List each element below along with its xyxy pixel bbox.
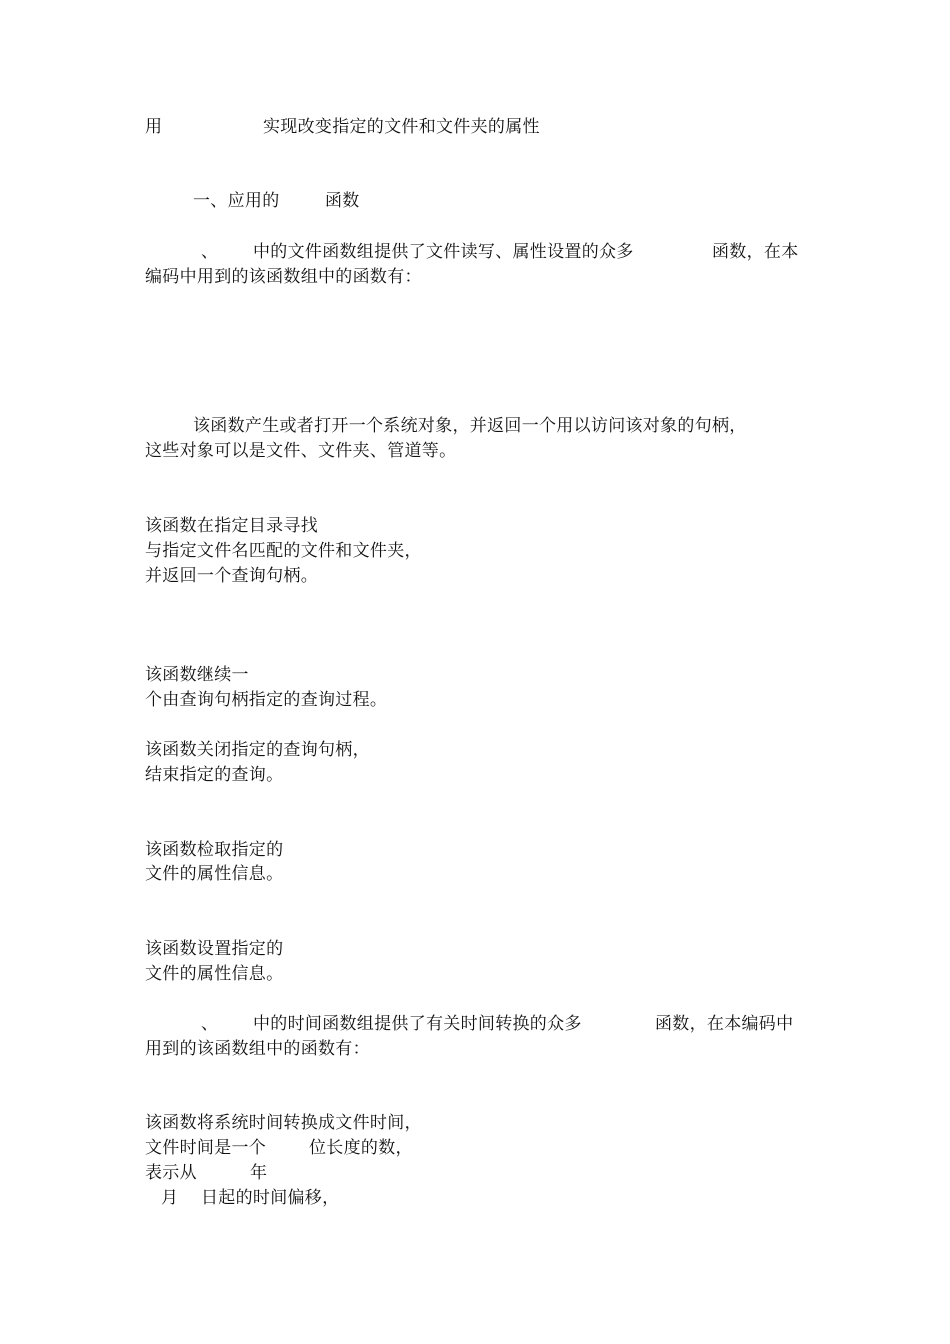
createfile-desc-line1: 该函数产生或者打开一个系统对象，并返回一个用以访问该对象的句柄， bbox=[193, 416, 747, 436]
setattr-desc-line1: 该函数设置指定的 bbox=[145, 939, 284, 959]
filetime-desc-line4a: 月 bbox=[161, 1188, 179, 1208]
section-heading-part2: 函数 bbox=[325, 191, 360, 211]
findnext-desc-line2: 个由查询句柄指定的查询过程。 bbox=[145, 690, 388, 710]
para1-number: 、 bbox=[201, 242, 219, 262]
para2-text-b: 函数，在本编码中 bbox=[655, 1014, 794, 1034]
document-title: 实现改变指定的文件和文件夹的属性 bbox=[263, 117, 540, 137]
para2-number: 、 bbox=[201, 1014, 219, 1034]
setattr-desc-line2: 文件的属性信息。 bbox=[145, 964, 284, 984]
filetime-desc-line1: 该函数将系统时间转换成文件时间， bbox=[145, 1113, 422, 1133]
para2-text-a: 中的时间函数组提供了有关时间转换的众多 bbox=[253, 1014, 582, 1034]
para1-line2: 编码中用到的该函数组中的函数有： bbox=[145, 267, 422, 287]
section-heading-part1: 一、应用的 bbox=[193, 191, 280, 211]
para1-text-a: 中的文件函数组提供了文件读写、属性设置的众多 bbox=[253, 242, 634, 262]
getattr-desc-line2: 文件的属性信息。 bbox=[145, 864, 284, 884]
findfirst-desc-line3: 并返回一个查询句柄。 bbox=[145, 566, 318, 586]
title-prefix: 用 bbox=[145, 117, 163, 137]
para2-line2: 用到的该函数组中的函数有： bbox=[145, 1039, 370, 1059]
para1-text-b: 函数，在本 bbox=[712, 242, 799, 262]
getattr-desc-line1: 该函数检取指定的 bbox=[145, 840, 284, 860]
findclose-desc-line2: 结束指定的查询。 bbox=[145, 765, 284, 785]
createfile-desc-line2: 这些对象可以是文件、文件夹、管道等。 bbox=[145, 441, 457, 461]
findfirst-desc-line2: 与指定文件名匹配的文件和文件夹， bbox=[145, 541, 422, 561]
filetime-desc-line3b: 年 bbox=[250, 1163, 268, 1183]
filetime-desc-line4b: 日起的时间偏移， bbox=[201, 1188, 340, 1208]
filetime-desc-line3a: 表示从 bbox=[145, 1163, 197, 1183]
findfirst-desc-line1: 该函数在指定目录寻找 bbox=[145, 516, 318, 536]
findnext-desc-line1: 该函数继续一 bbox=[145, 665, 249, 685]
filetime-desc-line2a: 文件时间是一个 bbox=[145, 1138, 267, 1158]
findclose-desc-line1: 该函数关闭指定的查询句柄， bbox=[145, 740, 370, 760]
filetime-desc-line2b: 位长度的数， bbox=[309, 1138, 413, 1158]
